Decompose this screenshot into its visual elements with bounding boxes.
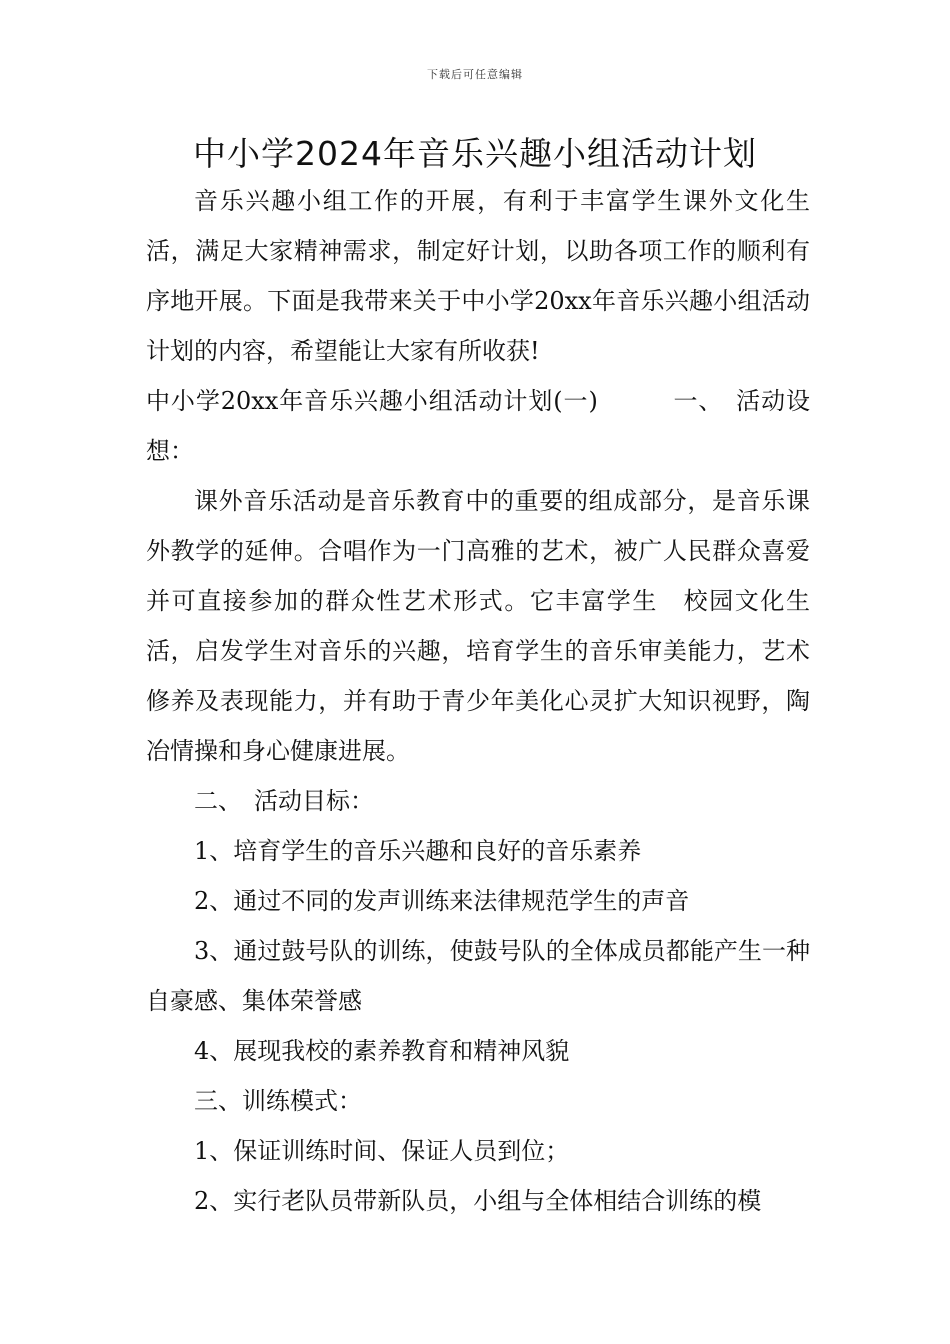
plan-heading-paragraph: 中小学20xx年音乐兴趣小组活动计划(一) 一、 活动设想：	[146, 387, 810, 465]
activity-concept-paragraph: 课外音乐活动是音乐教育中的重要的组成部分，是音乐课外教学的延伸。合唱作为一门高雅的艺术，被广人民群众喜爱并可直接参加的群众性艺术形式。它丰富学生 校园文化生活，启发学生对音乐的兴趣，培育学生的音乐审美能力，艺术修养及表现能力，并有助于青少年美化心灵扩大知识视野，陶冶情操和身心健康进展。	[146, 487, 810, 765]
goal-item-2: 2、通过不同的发声训练来法律规范学生的声音	[194, 887, 690, 915]
goal-item-3: 3、通过鼓号队的训练，使鼓号队的全体成员都能产生一种自豪感、集体荣誉感	[146, 937, 810, 1015]
training-item-1: 1、保证训练时间、保证人员到位；	[194, 1137, 570, 1165]
section-heading-training: 三、训练模式：	[194, 1087, 362, 1115]
document-body	[146, 176, 810, 1226]
page-header-note: 下载后可任意编辑	[427, 68, 523, 81]
training-item-2: 2、实行老队员带新队员，小组与全体相结合训练的模	[194, 1187, 762, 1215]
intro-paragraph: 音乐兴趣小组工作的开展，有利于丰富学生课外文化生活，满足大家精神需求，制定好计划，以助各项工作的顺利有序地开展。下面是我带来关于中小学20xx年音乐兴趣小组活动计划的内容，希望能让大家有所收获!	[146, 187, 810, 365]
section-heading-goals: 二、 活动目标：	[194, 787, 374, 815]
goal-item-4: 4、展现我校的素养教育和精神风貌	[194, 1037, 570, 1065]
goal-item-1: 1、培育学生的音乐兴趣和良好的音乐素养	[194, 837, 642, 865]
document-title: 中小学2024年音乐兴趣小组活动计划	[193, 134, 757, 173]
